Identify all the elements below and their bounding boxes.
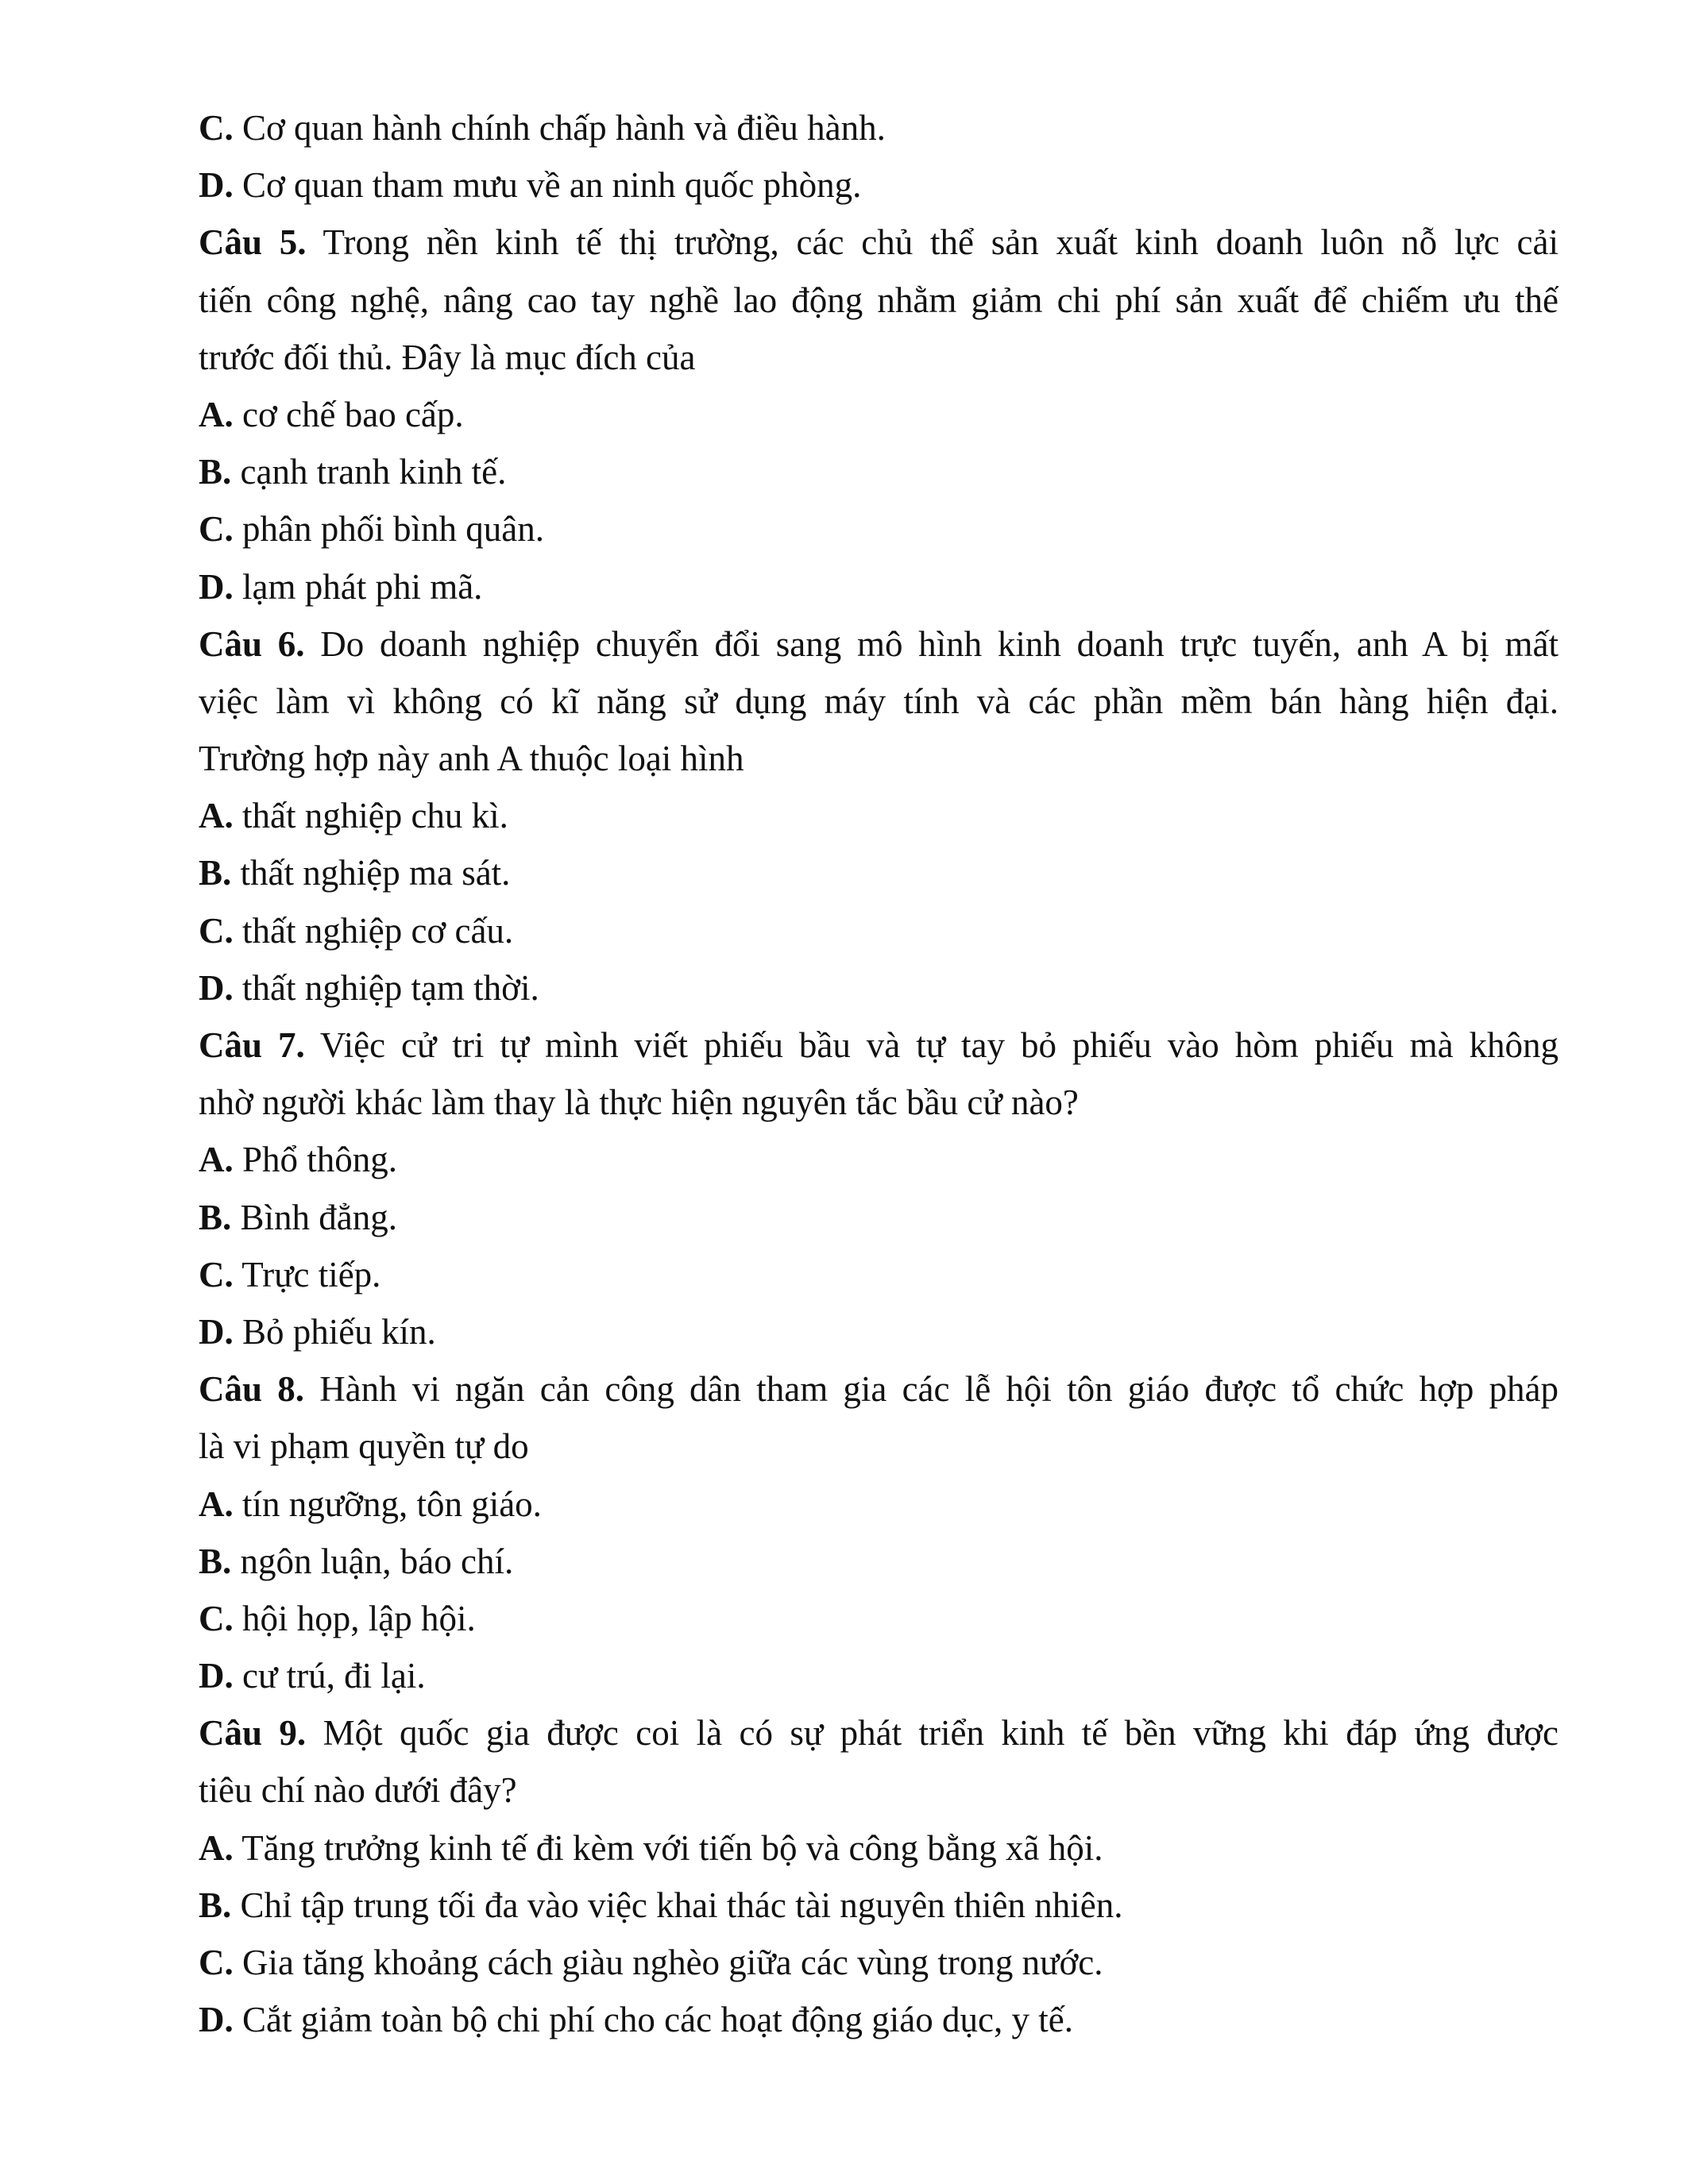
option-letter: A.: [199, 1140, 234, 1180]
question-label: Câu 5.: [199, 222, 307, 263]
question-5-stem: [199, 214, 1559, 386]
option-letter: D.: [199, 2000, 234, 2040]
stem-text: trước đối thủ. Đây là mục đích của: [199, 337, 696, 377]
option-text: Phổ thông.: [242, 1140, 398, 1180]
option-text: Bình đẳng.: [240, 1197, 398, 1237]
option-line: [199, 902, 1559, 959]
stem-text: nhờ người khác làm thay là thực hiện nguyên tắc bầu cử nào?: [199, 1082, 1079, 1123]
option-line: [199, 1131, 1559, 1188]
option-letter: B.: [199, 1197, 232, 1237]
option-letter: C.: [199, 1943, 234, 1982]
option-text: Bỏ phiếu kín.: [242, 1311, 436, 1352]
option-text: Tăng trưởng kinh tế đi kèm với tiến bộ và công bằng xã hội.: [241, 1827, 1103, 1868]
option-letter: A.: [199, 1827, 234, 1868]
option-letter: C.: [199, 910, 234, 951]
stem-text: Hành vi ngăn cản công dân tham gia các lễ hội tôn giáo được tổ chức hợp pháp: [319, 1369, 1559, 1410]
option-line: [199, 1189, 1559, 1246]
option-line: [199, 1303, 1559, 1360]
stem-text: Trường hợp này anh A thuộc loại hình: [199, 739, 744, 779]
stem-text: việc làm vì không có kĩ năng sử dụng máy tính và các phần mềm bán hàng hiện đại.: [199, 681, 1559, 721]
option-letter: B.: [199, 1541, 232, 1581]
option-letter: B.: [199, 452, 232, 492]
option-text: ngôn luận, báo chí.: [240, 1541, 514, 1581]
option-letter: A.: [199, 796, 234, 836]
option-line: [199, 1647, 1559, 1704]
question-7-stem: [199, 1017, 1559, 1131]
option-text: hội họp, lập hội.: [242, 1598, 476, 1638]
question-label: Câu 6.: [199, 623, 305, 664]
option-letter: C.: [199, 509, 234, 550]
option-letter: A.: [199, 1484, 234, 1524]
option-line: [199, 1246, 1559, 1303]
option-letter: D.: [199, 1656, 234, 1696]
option-letter: D.: [199, 1311, 234, 1352]
option-line: [199, 558, 1559, 615]
option-text: phân phối bình quân.: [242, 509, 544, 550]
option-text: thất nghiệp chu kì.: [242, 796, 508, 836]
option-text: thất nghiệp tạm thời.: [242, 967, 539, 1008]
option-letter: D.: [199, 566, 234, 607]
option-text: lạm phát phi mã.: [242, 566, 483, 607]
option-line: [199, 1533, 1559, 1590]
option-line: [199, 443, 1559, 500]
option-letter: B.: [199, 1885, 232, 1925]
stem-text: Trong nền kinh tế thị trường, các chủ thể sản xuất kinh doanh luôn nỗ lực cải: [323, 222, 1559, 263]
option-text: thất nghiệp cơ cấu.: [242, 910, 514, 951]
option-line: [199, 99, 1559, 156]
option-line: [199, 386, 1559, 443]
option-letter: C.: [199, 108, 234, 148]
option-text: Gia tăng khoảng cách giàu nghèo giữa các vùng trong nước.: [242, 1943, 1103, 1982]
question-label: Câu 8.: [199, 1369, 304, 1410]
option-letter: D.: [199, 165, 234, 206]
stem-text: tiêu chí nào dưới đây?: [199, 1770, 517, 1811]
option-letter: C.: [199, 1254, 234, 1295]
option-text: Cắt giảm toàn bộ chi phí cho các hoạt động giáo dục, y tế.: [242, 2000, 1073, 2040]
option-letter: B.: [199, 853, 232, 893]
stem-text: tiến công nghệ, nâng cao tay nghề lao động nhằm giảm chi phí sản xuất để chiếm ưu thế: [199, 280, 1559, 320]
question-9-stem: [199, 1704, 1559, 1819]
stem-text: là vi phạm quyền tự do: [199, 1426, 529, 1467]
option-line: [199, 844, 1559, 901]
option-line: [199, 1877, 1559, 1934]
stem-text: Một quốc gia được coi là có sự phát triển kinh tế bền vững khi đáp ứng được: [323, 1713, 1559, 1754]
option-text: Trực tiếp.: [241, 1254, 381, 1295]
option-letter: C.: [199, 1598, 234, 1638]
question-label: Câu 7.: [199, 1025, 305, 1065]
question-label: Câu 9.: [199, 1713, 307, 1754]
option-text: Chỉ tập trung tối đa vào việc khai thác tài nguyên thiên nhiên.: [240, 1885, 1123, 1925]
stem-text: Do doanh nghiệp chuyển đổi sang mô hình kinh doanh trực tuyến, anh A bị mất: [320, 623, 1559, 664]
option-line: [199, 500, 1559, 558]
option-line: [199, 1934, 1559, 1991]
exam-page: [199, 99, 1559, 2048]
option-line: [199, 959, 1559, 1017]
option-text: tín ngưỡng, tôn giáo.: [242, 1484, 542, 1524]
option-line: [199, 156, 1559, 214]
option-text: cạnh tranh kinh tế.: [240, 452, 507, 492]
option-text: cư trú, đi lại.: [242, 1656, 426, 1696]
question-6-stem: [199, 615, 1559, 788]
option-text: cơ chế bao cấp.: [242, 394, 464, 434]
option-letter: D.: [199, 967, 234, 1008]
option-text: Cơ quan hành chính chấp hành và điều hành.: [242, 108, 886, 148]
stem-text: Việc cử tri tự mình viết phiếu bầu và tự tay bỏ phiếu vào hòm phiếu mà không: [319, 1025, 1559, 1065]
option-letter: A.: [199, 394, 234, 434]
option-line: [199, 787, 1559, 844]
option-line: [199, 1991, 1559, 2048]
option-text: Cơ quan tham mưu về an ninh quốc phòng.: [242, 165, 862, 206]
option-line: [199, 1590, 1559, 1647]
option-line: [199, 1476, 1559, 1533]
option-line: [199, 1819, 1559, 1877]
option-text: thất nghiệp ma sát.: [240, 853, 511, 893]
question-8-stem: [199, 1360, 1559, 1475]
